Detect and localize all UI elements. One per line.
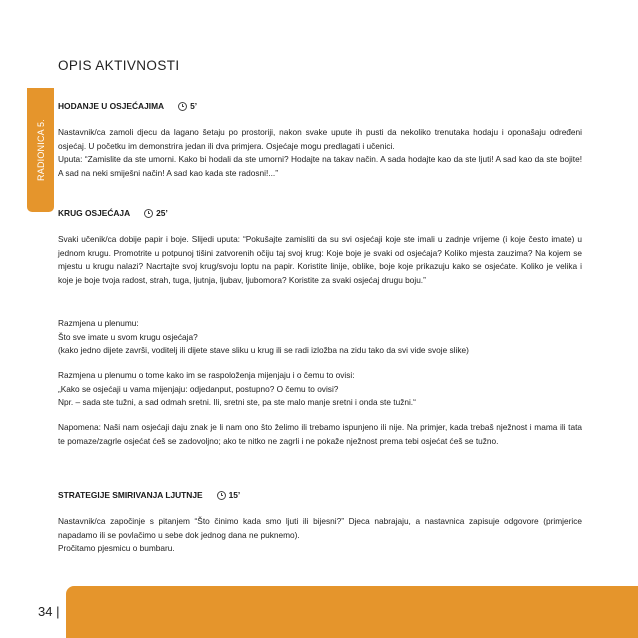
section-title: KRUG OSJEĆAJA: [58, 208, 131, 218]
paragraph: Npr. – sada ste tužni, a sad odmah sretni. Ili, sretni ste, pa ste malo manje sretni i onda ste tužni.“: [58, 397, 416, 407]
section-body-hodanje: [58, 126, 582, 180]
plenum-block-1: [58, 317, 582, 358]
paragraph: Svaki učenik/ca dobije papir i boje. Slijedi uputa: “Pokušajte zamisliti da su svi osjećaji koje ste imali u zadnje vrijeme (i koje često imate) u jednom krugu. Promotrite u potpunoj tišini zatvorenih očiju taj svoj krug: Koje boje je svaki od osjećaja? Koliko mjesta zauzima? Na kojem se mjestu u krugu nalazi? Nacrtajte svoj krug/svoju loptu na papir. Koristite linije, oblike, boje koje prikazuju kako se osjećate. Koliko je velika i koje je boje tvoja radost, strah, tuga, ljutnja, ljubav, ljubomora? Koristite za svaki osjećaj drugu boju.”: [58, 234, 582, 285]
section-body-strategije: [58, 515, 582, 556]
clock-icon: [144, 209, 153, 218]
paragraph: (kako jedno dijete završi, voditelj ili dijete stave sliku u krug ili se radi izložba na zidu tako da svi vide svoje slike): [58, 345, 469, 355]
paragraph: Uputa: “Zamislite da ste umorni. Kako bi hodali da ste umorni? Hodajte na takav način. A sada hodajte kao da ste ljuti! A sad kao da ste bojite! A sad na neki smiješni način! A sad kao kada ste radosni!...”: [58, 154, 582, 178]
page-number: 34 |: [38, 604, 60, 619]
section-duration: 5’: [190, 101, 198, 111]
section-duration: 25’: [156, 208, 168, 218]
paragraph: Razmjena u plenumu o tome kako im se raspoloženja mijenjaju i o čemu to ovisi:: [58, 370, 355, 380]
paragraph: Nastavnik/ca započinje s pitanjem “Što činimo kada smo ljuti ili bijesni?” Djeca nabrajaju, a nastavnica zapisuje odgovore (primjerice napadamo ili se povlačimo u sebe dok jednog dana ne puknemo).: [58, 516, 582, 540]
paragraph: Razmjena u plenumu:: [58, 318, 139, 328]
note-block: [58, 421, 582, 448]
paragraph: Napomena: Naši nam osjećaji daju znak je li nam ono što želimo ili trebamo ispunjeno ili nije. Na primjer, kada trebaš nježnost i mama ili tata te pomaze/zagrle osjećat ćeš se zadovoljno; ako te nitko ne zagrli i ne pokaže nježnost prema tebi osjećat ćeš se tužno.: [58, 422, 582, 446]
section-title: HODANJE U OSJEĆAJIMA: [58, 101, 165, 111]
section-duration: 15’: [228, 490, 241, 500]
footer-accent-bar: [66, 586, 638, 638]
chapter-label: RADIONICA 5.: [35, 119, 46, 181]
paragraph: Pročitamo pjesmicu o bumbaru.: [58, 543, 175, 553]
section-heading-krug: [58, 208, 168, 218]
page-title: OPIS AKTIVNOSTI: [58, 58, 180, 73]
paragraph: Nastavnik/ca zamoli djecu da lagano šetaju po prostoriji, nakon svake upute ih pusti da nekoliko trenutaka hodaju i oponašaju određeni osjećaj. U početku im demonstrira jedan ili dva primjera. Osjećaje mogu predlagati i učenici.: [58, 127, 582, 151]
paragraph: „Kako se osjećaji u vama mijenjaju: odjedanput, postupno? O čemu to ovisi?: [58, 383, 339, 394]
chapter-side-tab: [27, 88, 54, 212]
section-title: STRATEGIJE SMIRIVANJA LJUTNJE: [58, 490, 203, 500]
clock-icon: [217, 491, 226, 500]
paragraph: Što sve imate u svom krugu osjećaja?: [58, 331, 198, 342]
section-heading-strategije: [58, 490, 240, 500]
section-body-krug: [58, 233, 582, 287]
plenum-block-2: [58, 369, 582, 410]
clock-icon: [178, 102, 187, 111]
section-heading-hodanje: [58, 101, 197, 111]
